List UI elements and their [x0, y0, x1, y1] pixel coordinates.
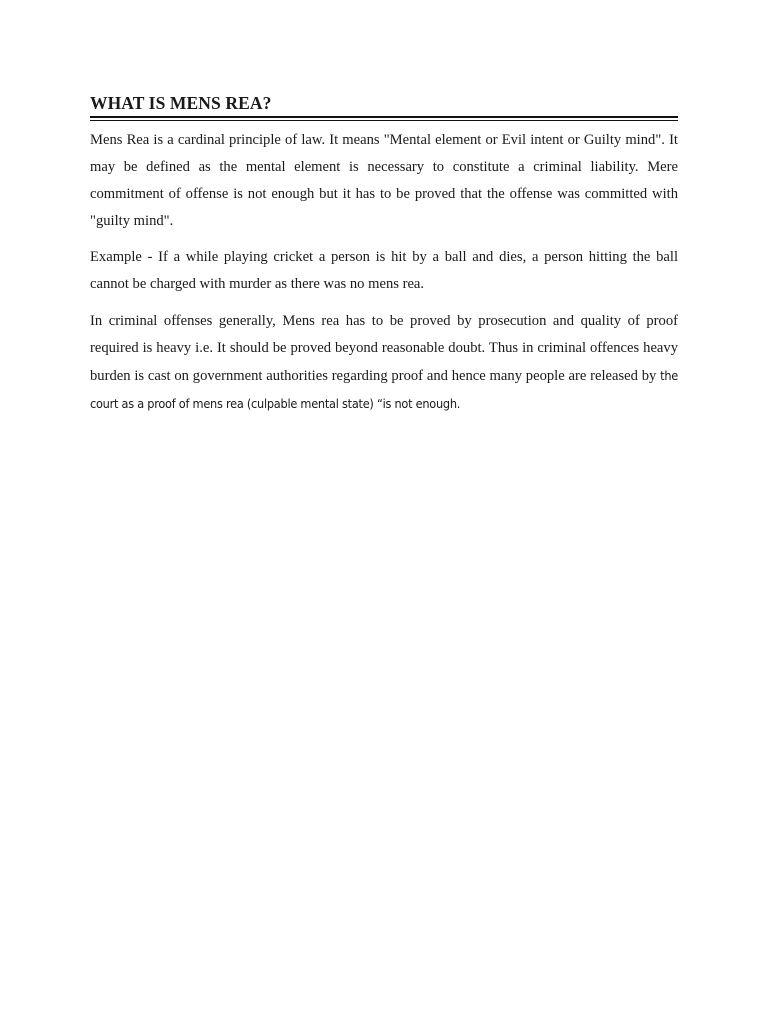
paragraph-example: Example - If a while playing cricket a person is hit by a ball and dies, a person hitting the ball cannot be charged with murder as there was no mens rea.	[90, 249, 678, 292]
paragraph-criminal-offenses-tail: the court as a proof of mens rea (culpable mental state) “is not enough.	[90, 368, 678, 411]
paragraph-criminal-offenses	[90, 308, 678, 418]
title-underline	[90, 116, 678, 121]
document-body	[90, 91, 678, 427]
page-title: WHAT IS MENS REA?	[90, 93, 272, 113]
paragraph-criminal-offenses-text: In criminal offenses generally, Mens rea has to be proved by prosecution and quality of proof required is heavy i.e. It should be proved beyond reasonable doubt. Thus in criminal offences heavy burden is cast on government authorities regarding proof and hence many people are released by	[90, 313, 678, 384]
paragraph-definition: Mens Rea is a cardinal principle of law. It means "Mental element or Evil intent or Guilty mind". It may be defined as the mental element is necessary to constitute a criminal liability. Mere commitment of offense is not enough but it has to be proved that the offense was committed with "guilty mind".	[90, 132, 678, 229]
